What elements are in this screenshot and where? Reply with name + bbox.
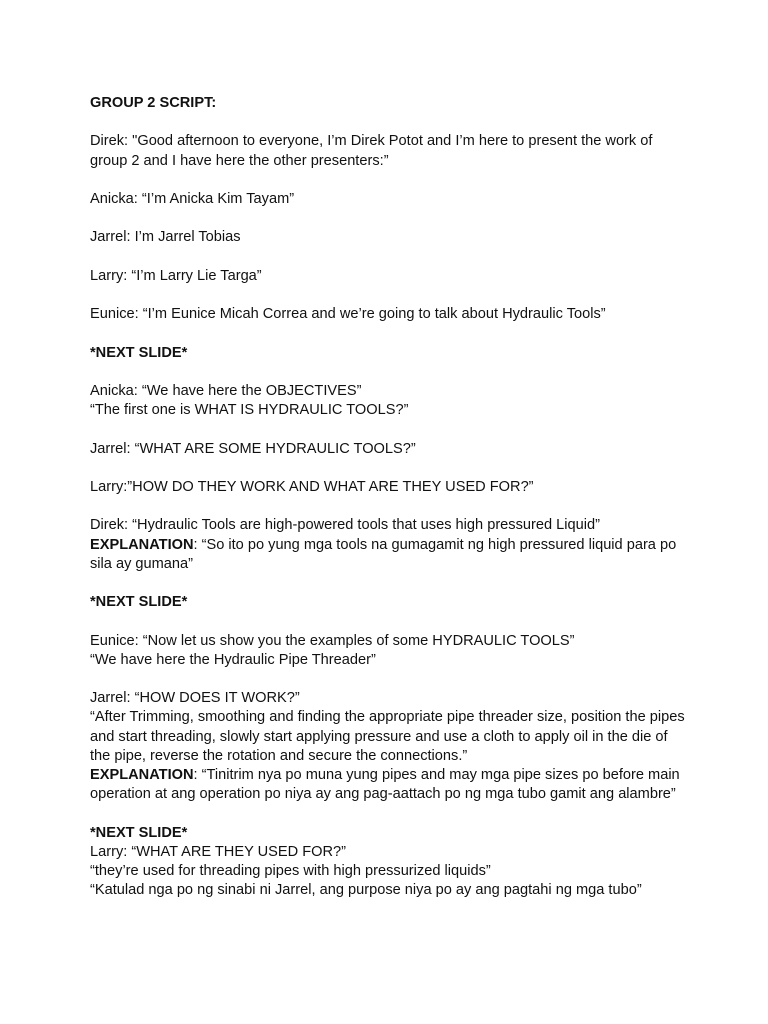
explanation-text: : “So ito po yung mga tools na gumagamit ng high pressured liquid para po sila ay gumana” xyxy=(90,536,677,572)
uses-larry-line-2: “they’re used for threading pipes with high pressurized liquids” xyxy=(90,862,491,879)
intro-direk: Direk: "Good afternoon to everyone, I’m Direk Potot and I’m here to present the work of group 2 and I have here the other presenters:” xyxy=(90,133,653,169)
intro-eunice: Eunice: “I’m Eunice Micah Correa and we’re going to talk about Hydraulic Tools” xyxy=(90,306,606,323)
examples-eunice-line-1: Eunice: “Now let us show you the examples of some HYDRAULIC TOOLS” xyxy=(90,632,575,649)
objectives-anicka-line-1: Anicka: “We have here the OBJECTIVES” xyxy=(90,382,362,399)
objectives-direk xyxy=(90,516,690,574)
next-slide-marker-1: *NEXT SLIDE* xyxy=(90,344,188,361)
explanation-label: EXPLANATION xyxy=(90,536,194,553)
intro-jarrel: Jarrel: I’m Jarrel Tobias xyxy=(90,229,241,246)
objectives-jarrel: Jarrel: “WHAT ARE SOME HYDRAULIC TOOLS?” xyxy=(90,440,416,457)
explanation-text: : “Tinitrim nya po muna yung pipes and may mga pipe sizes po before main operation at ang operation po niya ay ang pag-aattach po ng mga tubo gamit ang alambre” xyxy=(90,766,680,803)
direk-definition: Direk: “Hydraulic Tools are high-powered tools that uses high pressured Liquid” xyxy=(90,517,600,534)
examples-jarrel-answer: “After Trimming, smoothing and finding the appropriate pipe threader size, position the pipes and start threading, slowly start applying pressure and use a cloth to apply oil in the die of the pipe, reverse the rotation and secure the connections.” xyxy=(90,709,685,764)
explanation-1 xyxy=(90,536,690,574)
examples-jarrel-question: Jarrel: “HOW DOES IT WORK?” xyxy=(90,690,300,707)
objectives-anicka xyxy=(90,382,690,420)
objectives-larry: Larry:”HOW DO THEY WORK AND WHAT ARE THEY USED FOR?” xyxy=(90,478,534,495)
uses-larry-line-3: “Katulad nga po ng sinabi ni Jarrel, ang purpose niya po ay ang pagtahi ng mga tubo” xyxy=(90,882,642,899)
examples-eunice-line-2: “We have here the Hydraulic Pipe Threader” xyxy=(90,651,376,668)
examples-jarrel xyxy=(90,689,690,804)
script-document xyxy=(90,94,690,920)
objectives-anicka-line-2: “The first one is WHAT IS HYDRAULIC TOOLS?” xyxy=(90,402,409,419)
explanation-label: EXPLANATION xyxy=(90,766,194,783)
uses-larry xyxy=(90,843,690,901)
intro-larry: Larry: “I’m Larry Lie Targa” xyxy=(90,267,262,284)
document-title: GROUP 2 SCRIPT: xyxy=(90,95,217,111)
examples-eunice xyxy=(90,632,690,670)
explanation-2 xyxy=(90,766,690,804)
next-slide-marker-3: *NEXT SLIDE* xyxy=(90,824,188,841)
intro-anicka: Anicka: “I’m Anicka Kim Tayam” xyxy=(90,190,295,207)
uses-larry-line-1: Larry: “WHAT ARE THEY USED FOR?” xyxy=(90,843,346,860)
next-slide-marker-2: *NEXT SLIDE* xyxy=(90,594,188,611)
